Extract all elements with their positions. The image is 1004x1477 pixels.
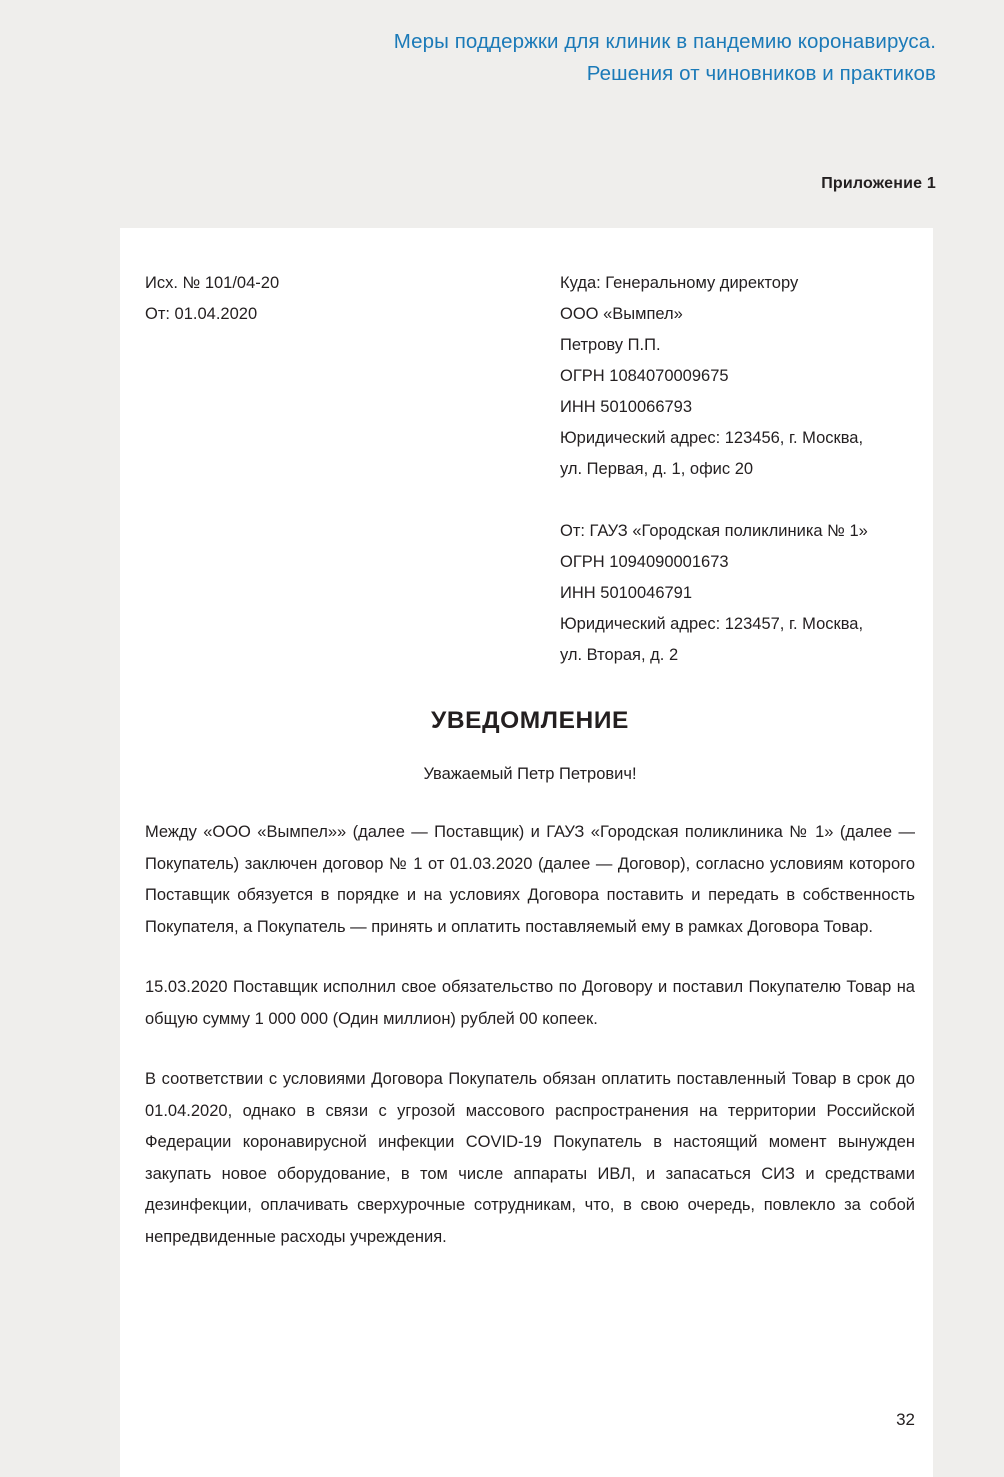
body-paragraph-2: 15.03.2020 Поставщик исполнил свое обязательство по Договору и поставил Покупателю Товар на общую сумму 1 000 000 (Один миллион) рублей 00 копеек. bbox=[145, 978, 915, 1028]
page-number: 32 bbox=[896, 1410, 915, 1429]
greeting: Уважаемый Петр Петрович! bbox=[423, 765, 637, 783]
appendix-label: Приложение 1 bbox=[821, 175, 936, 192]
recipient-line-3: Петрову П.П. bbox=[560, 336, 661, 354]
body-paragraph-3: В соответствии с условиями Договора Покупатель обязан оплатить поставленный Товар в срок до 01.04.2020, однако в связи с угрозой массового распространения на территории Российской Федерации коронавирусной инфекции COVID-19 Покупатель в настоящий момент вынужден закупать новое оборудование, в том числе аппараты ИВЛ, и запасаться СИЗ и средствами дезинфекции, оплачивать сверхурочные сотрудникам, что, в свою очередь, повлекло за собой непредвиденные расходы учреждения. bbox=[145, 1070, 915, 1246]
sender-line-1: От: ГАУЗ «Городская поликлиника № 1» bbox=[560, 522, 868, 540]
running-head-line-1: Меры поддержки для клиник в пандемию коронавируса. bbox=[393, 30, 936, 53]
recipient-line-1: Куда: Генеральному директору bbox=[560, 274, 799, 292]
document-body bbox=[145, 817, 915, 1253]
letterhead-parties-block bbox=[560, 268, 915, 671]
document-title: УВЕДОМЛЕНИЕ bbox=[431, 707, 629, 734]
recipient-line-2: ООО «Вымпел» bbox=[560, 305, 683, 323]
recipient-address-line-2: ул. Первая, д. 1, офис 20 bbox=[560, 460, 754, 478]
sender-ogrn: ОГРН 1094090001673 bbox=[560, 553, 729, 571]
running-head bbox=[0, 0, 1004, 90]
letterhead-spacer bbox=[560, 485, 915, 516]
document-sheet bbox=[120, 228, 933, 1477]
running-head-line-2: Решения от чиновников и практиков bbox=[586, 62, 936, 85]
sheet-content bbox=[145, 268, 915, 1253]
letterhead-outgoing-block bbox=[145, 268, 560, 330]
outgoing-date: От: 01.04.2020 bbox=[145, 305, 258, 323]
sender-address-line-2: ул. Вторая, д. 2 bbox=[560, 646, 679, 664]
outgoing-number: Исх. № 101/04-20 bbox=[145, 274, 280, 292]
sender-address-line-1: Юридический адрес: 123457, г. Москва, bbox=[560, 615, 864, 633]
body-paragraph-1: Между «ООО «Вымпел»» (далее — Поставщик) и ГАУЗ «Городская поликлиника № 1» (далее — Покупатель) заключен договор № 1 от 01.03.2020 (далее — Договор), согласно условиям которого Поставщик обязуется в порядке и на условиях Договора поставить и передать в собственность Покупателя, а Покупатель — принять и оплатить поставляемый ему в рамках Договора Товар. bbox=[145, 823, 915, 936]
recipient-ogrn: ОГРН 1084070009675 bbox=[560, 367, 729, 385]
sender-inn: ИНН 5010046791 bbox=[560, 584, 693, 602]
recipient-address-line-1: Юридический адрес: 123456, г. Москва, bbox=[560, 429, 864, 447]
letterhead bbox=[145, 268, 915, 671]
recipient-inn: ИНН 5010066793 bbox=[560, 398, 693, 416]
recipient-block bbox=[560, 268, 915, 485]
sender-block bbox=[560, 516, 915, 671]
